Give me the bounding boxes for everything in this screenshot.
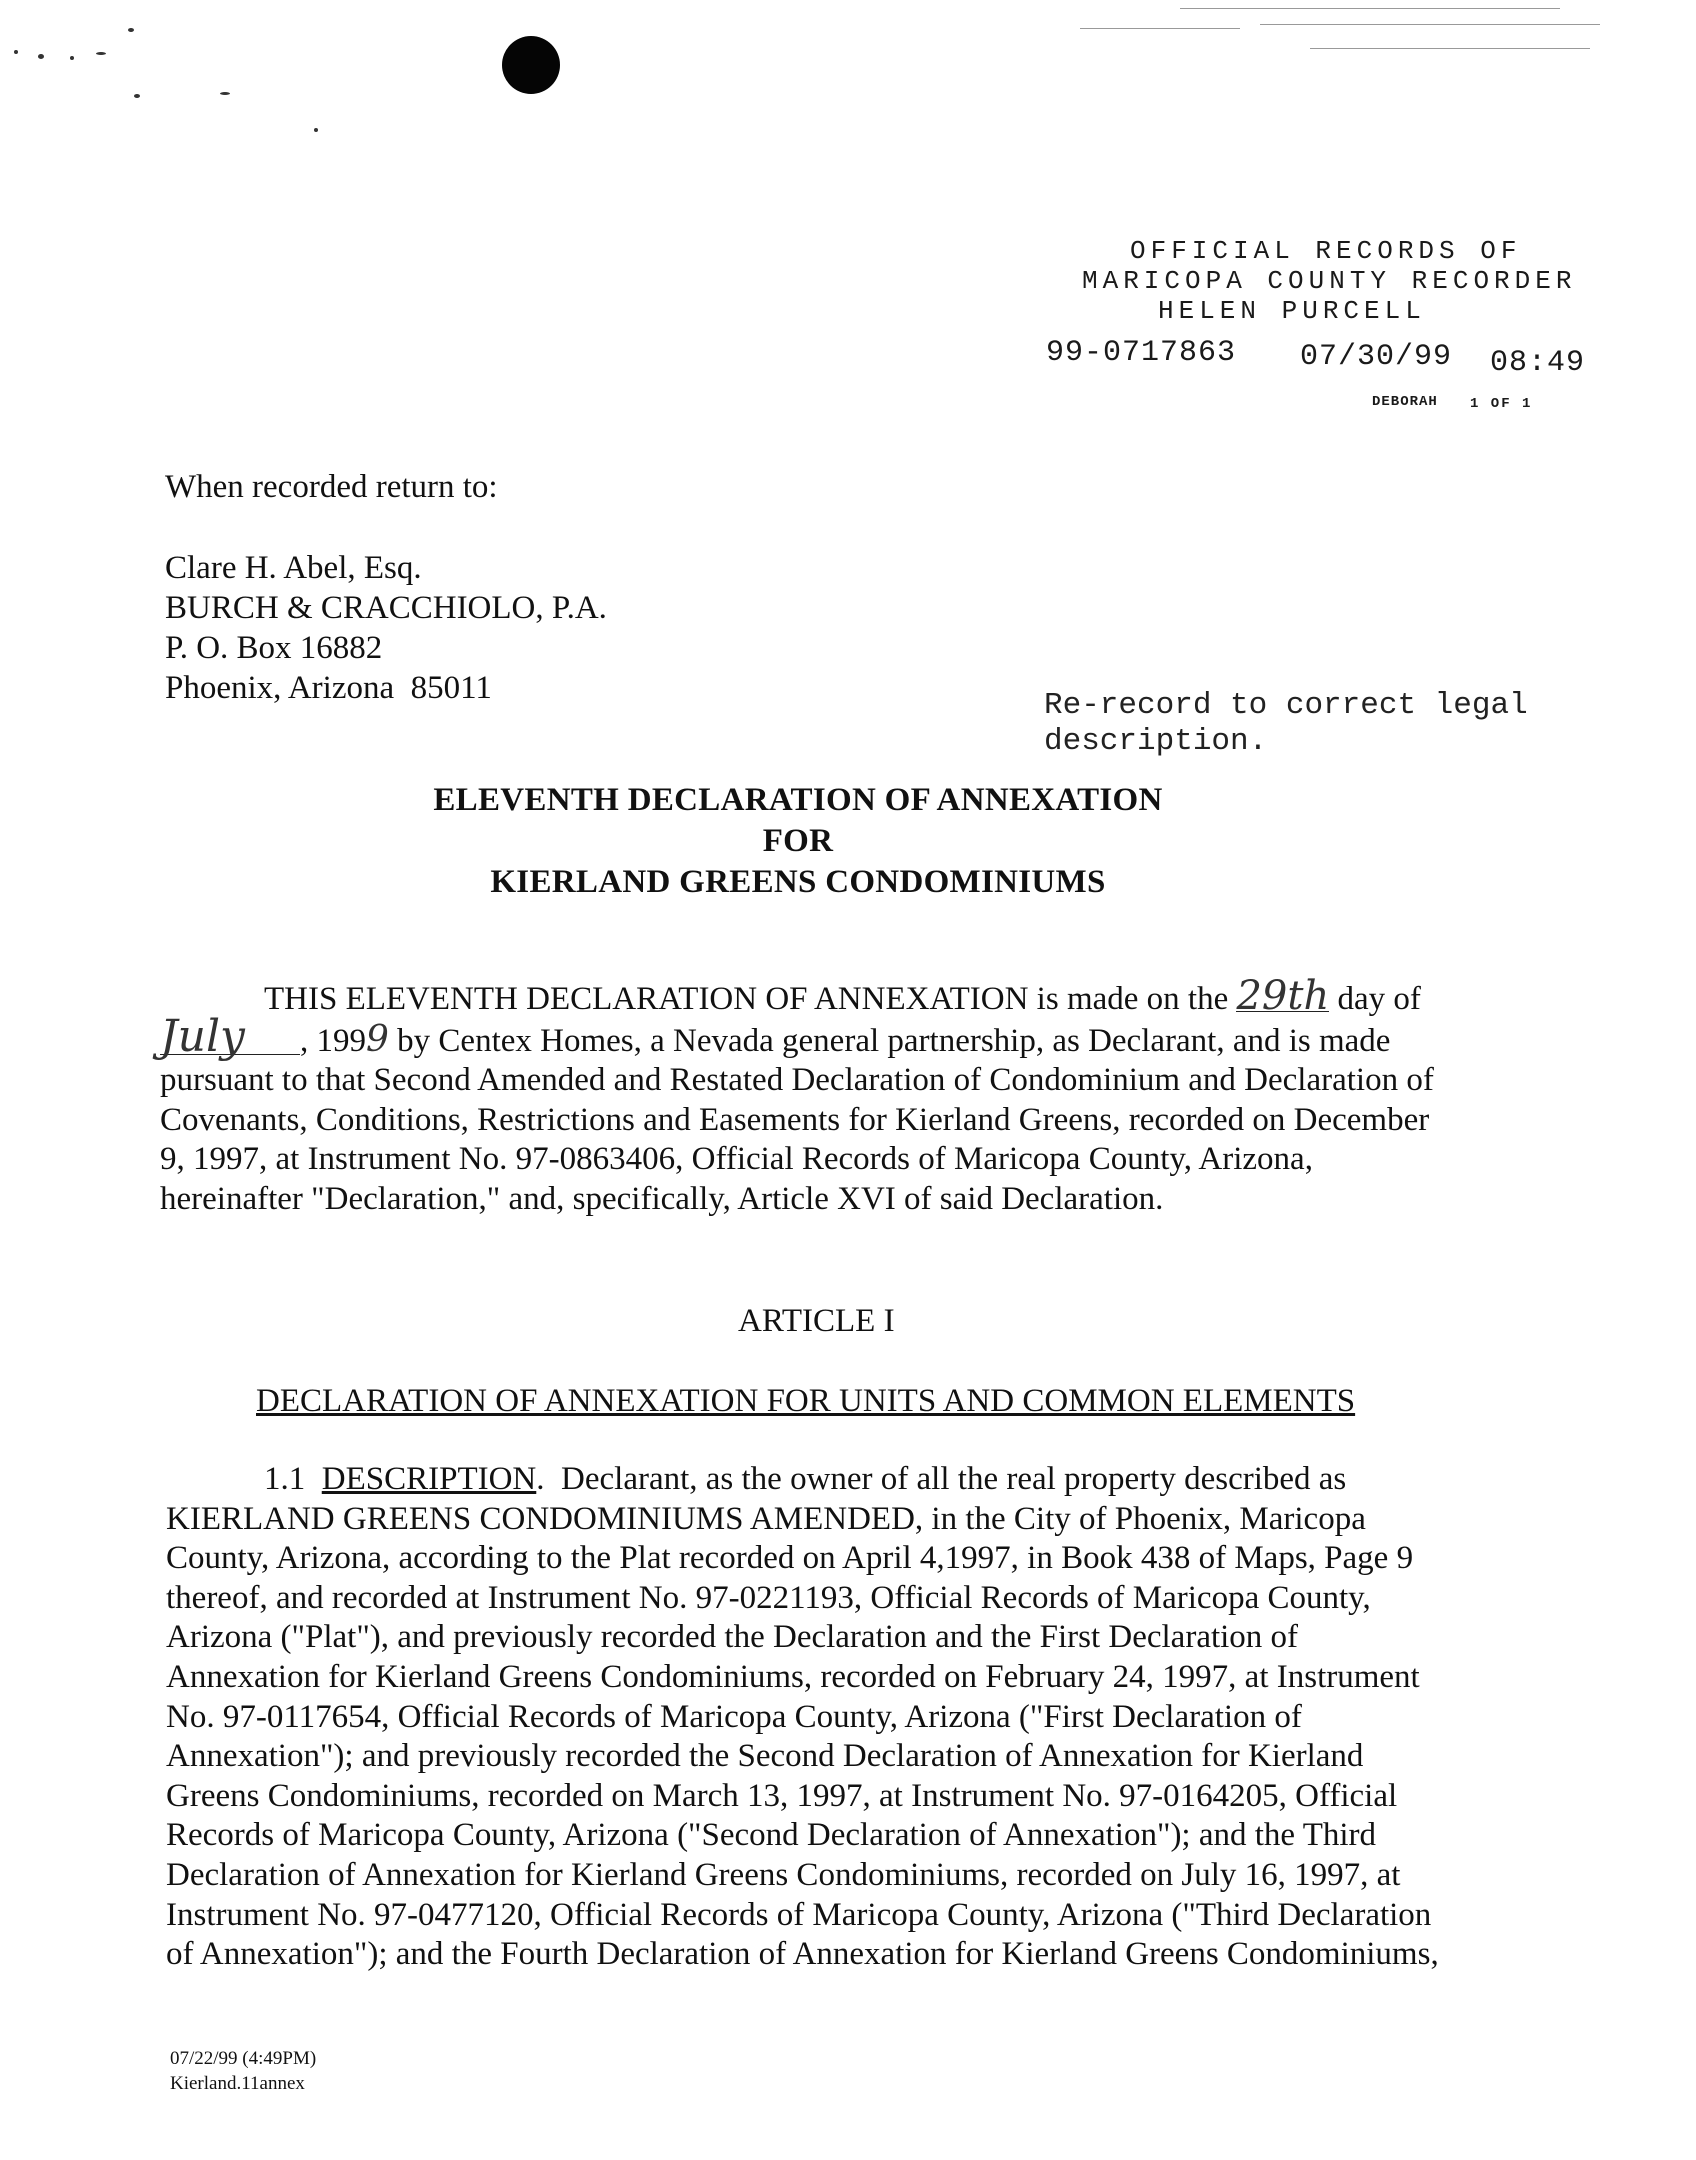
section-line: Annexation"); and previously recorded the Second Declaration of Annexation for Kierland — [166, 1738, 1364, 1775]
intro-line-1 — [160, 973, 1480, 1020]
stamp-clerk: DEBORAH — [1372, 394, 1438, 410]
section-line: Declaration of Annexation for Kierland Greens Condominiums, recorded on July 16, 1997, at — [166, 1856, 1401, 1893]
scan-speck — [134, 94, 140, 98]
scan-speck — [70, 56, 74, 60]
intro-line-4: Covenants, Conditions, Restrictions and Easements for Kierland Greens, recorded on December — [160, 1101, 1430, 1138]
punch-hole — [502, 36, 560, 94]
stamp-line-3: HELEN PURCELL — [1158, 296, 1426, 326]
stamp-time: 08:49 — [1490, 346, 1586, 380]
stamp-line-1: OFFICIAL RECORDS OF — [1130, 236, 1522, 266]
scan-speck — [314, 128, 318, 132]
footer-date: 07/22/99 (4:49PM) — [170, 2048, 317, 2069]
return-block — [165, 548, 607, 708]
scan-speck — [96, 52, 106, 55]
intro-line-5: 9, 1997, at Instrument No. 97-0863406, Official Records of Maricopa County, Arizona, — [160, 1141, 1313, 1178]
scan-mark — [1180, 8, 1560, 9]
section-line: Arizona ("Plat"), and previously recorded the Declaration and the First Declaration of — [166, 1619, 1299, 1656]
handwritten-month: July — [160, 1020, 300, 1055]
section-label: DESCRIPTION — [321, 1461, 537, 1497]
recorder-stamp — [1070, 236, 1610, 326]
scan-speck — [38, 54, 44, 59]
section-line: No. 97-0117654, Official Records of Maricopa County, Arizona ("First Declaration of — [166, 1698, 1302, 1735]
section-line: Records of Maricopa County, Arizona ("Second Declaration of Annexation"); and the Third — [166, 1817, 1377, 1854]
section-line: Annexation for Kierland Greens Condominiums, recorded on February 24, 1997, at Instrument — [166, 1658, 1420, 1695]
intro-line-3: pursuant to that Second Amended and Restated Declaration of Condominium and Declaration of — [160, 1062, 1434, 1099]
document-footer — [170, 2046, 316, 2096]
scan-speck — [128, 28, 134, 32]
intro-text: by Centex Homes, a Nevada general partnership, as Declarant, and is made — [388, 1022, 1391, 1059]
article-subheading: DECLARATION OF ANNEXATION FOR UNITS AND COMMON ELEMENTS — [256, 1383, 1356, 1419]
intro-text: THIS ELEVENTH DECLARATION OF ANNEXATION is made on the — [264, 981, 1229, 1017]
section-line: Instrument No. 97-0477120, Official Records of Maricopa County, Arizona ("Third Declaration — [166, 1896, 1432, 1933]
scan-mark — [1260, 24, 1600, 25]
handwritten-year-digit: 9 — [366, 1018, 389, 1060]
stamp-pages: 1 OF 1 — [1470, 396, 1533, 412]
intro-line-2 — [160, 1010, 1480, 1062]
section-line: KIERLAND GREENS CONDOMINIUMS AMENDED, in the City of Phoenix, Maricopa — [166, 1500, 1366, 1537]
section-text: . Declarant, as the owner of all the real property described as — [536, 1461, 1347, 1497]
handwritten-day: 29th — [1236, 973, 1330, 1019]
stamp-line-2: MARICOPA COUNTY RECORDER — [1082, 266, 1577, 296]
scan-speck — [220, 92, 230, 95]
stamp-date: 07/30/99 — [1300, 340, 1453, 374]
rerecord-line-1: Re-record to correct legal — [1044, 688, 1528, 723]
section-line: County, Arizona, according to the Plat recorded on April 4,1997, in Book 438 of Maps, Page 9 — [166, 1540, 1414, 1577]
return-firm: BURCH & CRACCHIOLO, P.A. — [165, 590, 607, 626]
return-box: P. O. Box 16882 — [165, 630, 383, 666]
section-line: thereof, and recorded at Instrument No. 97-0221193, Official Records of Maricopa County, — [166, 1579, 1371, 1616]
section-number: 1.1 — [264, 1461, 306, 1497]
return-heading: When recorded return to: — [165, 469, 498, 505]
section-line: Greens Condominiums, recorded on March 13, 1997, at Instrument No. 97-0164205, Official — [166, 1777, 1398, 1814]
article-heading: ARTICLE I — [738, 1303, 895, 1339]
scan-speck — [14, 50, 18, 54]
rerecord-line-2: description. — [1044, 724, 1268, 759]
scan-mark — [1310, 48, 1590, 49]
intro-text: day of — [1337, 981, 1421, 1017]
scan-mark — [1080, 28, 1240, 29]
intro-text: , 199 — [300, 1022, 366, 1059]
intro-line-6: hereinafter "Declaration," and, specifically, Article XVI of said Declaration. — [160, 1180, 1164, 1217]
return-city: Phoenix, Arizona 85011 — [165, 670, 492, 706]
title-line-3: KIERLAND GREENS CONDOMINIUMS — [490, 864, 1106, 900]
section-first-line — [166, 1460, 1496, 1500]
intro-paragraph — [160, 973, 1480, 1220]
document-title — [0, 780, 1696, 903]
section-line: of Annexation"); and the Fourth Declaration of Annexation for Kierland Greens Condominiums, — [166, 1936, 1439, 1973]
return-name: Clare H. Abel, Esq. — [165, 550, 422, 586]
rerecord-note — [1044, 688, 1528, 760]
title-line-1: ELEVENTH DECLARATION OF ANNEXATION — [433, 782, 1163, 818]
stamp-instrument-number: 99-0717863 — [1046, 336, 1237, 370]
section-1-1 — [166, 1460, 1496, 1975]
footer-file: Kierland.11annex — [170, 2073, 305, 2094]
title-line-2: FOR — [762, 823, 834, 859]
